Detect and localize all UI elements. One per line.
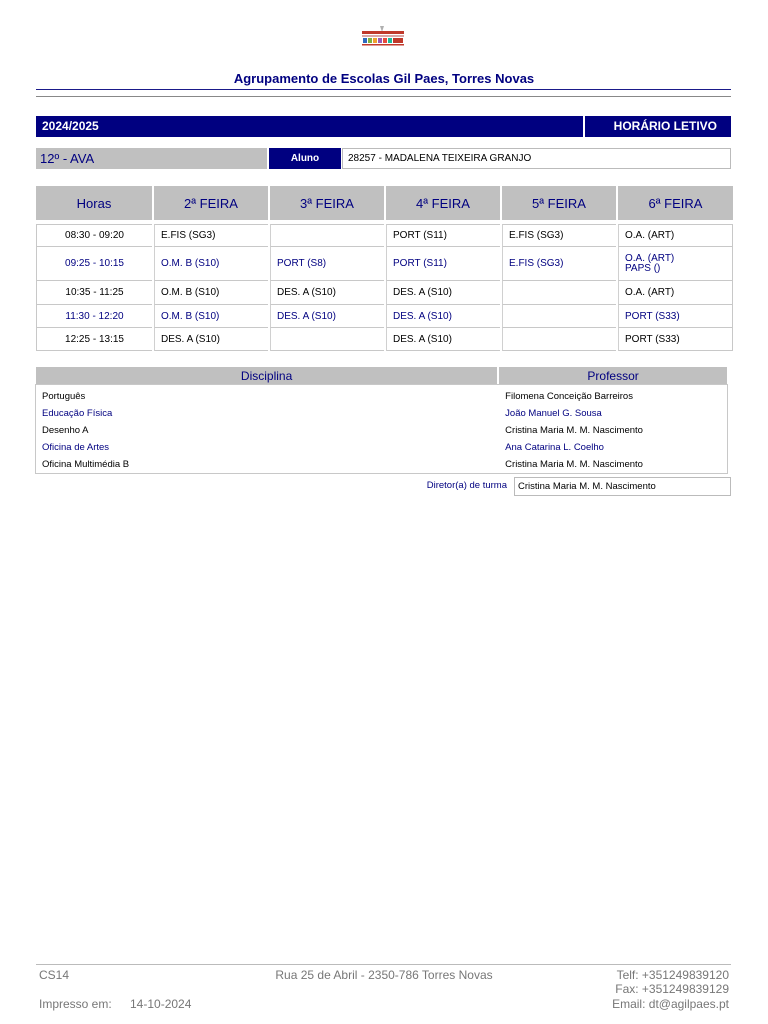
lesson-cell: E.FIS (SG3) <box>502 247 616 281</box>
lesson-cell: PORT (S33) <box>618 328 733 351</box>
lesson-cell: DES. A (S10) <box>386 281 500 305</box>
subject-name: Desenho A <box>42 425 89 436</box>
lesson-cell: O.A. (ART) <box>618 281 733 305</box>
teacher-name: Filomena Conceição Barreiros <box>505 391 633 402</box>
lesson-line: PAPS () <box>625 262 661 274</box>
school-logo <box>358 24 408 48</box>
lesson-cell: PORT (S8) <box>270 247 384 281</box>
footer-phone: Telf: +351249839120 <box>616 968 729 982</box>
lesson-cell: E.FIS (SG3) <box>154 224 268 247</box>
lesson-cell <box>270 224 384 247</box>
col-teacher: Professor <box>499 367 727 385</box>
timeslot: 11:30 - 12:20 <box>36 305 152 328</box>
lesson-cell: DES. A (S10) <box>270 305 384 328</box>
subject-row <box>36 405 727 422</box>
footer-code: CS14 <box>39 968 70 982</box>
schedule-type: HORÁRIO LETIVO <box>585 116 731 137</box>
col-hours: Horas <box>36 186 152 220</box>
lesson-cell <box>502 281 616 305</box>
footer-address: Rua 25 de Abril - 2350-786 Torres Novas <box>275 968 493 982</box>
school-year: 2024/2025 <box>36 116 583 137</box>
printed-label: Impresso em: <box>39 997 112 1011</box>
teacher-name: Cristina Maria M. M. Nascimento <box>505 425 643 436</box>
header-rule <box>36 89 731 90</box>
lesson-cell: PORT (S11) <box>386 247 500 281</box>
timetable-row <box>36 305 733 328</box>
subject-row <box>36 422 727 439</box>
timetable-row <box>36 224 733 247</box>
lesson-cell: O.A. (ART) <box>618 224 733 247</box>
timeslot: 10:35 - 11:25 <box>36 281 152 305</box>
subject-row <box>36 456 727 473</box>
subject-name: Português <box>42 391 86 402</box>
lesson-cell <box>270 328 384 351</box>
timeslot: 08:30 - 09:20 <box>36 224 152 247</box>
teacher-name: Ana Catarina L. Coelho <box>505 442 604 453</box>
timetable <box>34 186 735 351</box>
timetable-row <box>36 328 733 351</box>
subjects-table <box>34 367 729 473</box>
printed-date: 14-10-2024 <box>130 997 192 1011</box>
lesson-cell: DES. A (S10) <box>154 328 268 351</box>
subjects-header <box>36 367 727 385</box>
subject-name: Oficina de Artes <box>42 442 110 453</box>
timetable-header <box>36 186 733 220</box>
teacher-name: João Manuel G. Sousa <box>505 408 602 419</box>
lesson-line: O.A. (ART) <box>625 252 675 264</box>
subject-row <box>36 439 727 456</box>
timetable-row <box>36 281 733 305</box>
lesson-cell <box>502 305 616 328</box>
subject-row <box>36 388 727 405</box>
student-value: 28257 - MADALENA TEIXEIRA GRANJO <box>342 148 731 169</box>
col-wednesday: 4ª FEIRA <box>386 186 500 220</box>
lesson-cell: O.M. B (S10) <box>154 305 268 328</box>
col-monday: 2ª FEIRA <box>154 186 268 220</box>
footer-rule <box>36 964 731 965</box>
director-label: Diretor(a) de turma <box>426 480 507 491</box>
timetable-row <box>36 247 733 281</box>
col-tuesday: 3ª FEIRA <box>270 186 384 220</box>
school-name: Agrupamento de Escolas Gil Paes, Torres Novas <box>233 71 535 86</box>
director-value: Cristina Maria M. M. Nascimento <box>514 477 731 496</box>
col-thursday: 5ª FEIRA <box>502 186 616 220</box>
lesson-cell: PORT (S33) <box>618 305 733 328</box>
student-label: Aluno <box>269 148 341 169</box>
col-friday: 6ª FEIRA <box>618 186 733 220</box>
lesson-cell: DES. A (S10) <box>270 281 384 305</box>
lesson-cell: O.M. B (S10) <box>154 281 268 305</box>
lesson-cell: DES. A (S10) <box>386 328 500 351</box>
lesson-cell: E.FIS (SG3) <box>502 224 616 247</box>
lesson-cell <box>502 328 616 351</box>
timeslot: 09:25 - 10:15 <box>36 247 152 281</box>
lesson-cell: DES. A (S10) <box>386 305 500 328</box>
lesson-cell <box>618 247 733 281</box>
lesson-cell: PORT (S11) <box>386 224 500 247</box>
footer-email: Email: dt@agilpaes.pt <box>612 997 729 1011</box>
timeslot: 12:25 - 13:15 <box>36 328 152 351</box>
subject-name: Educação Física <box>42 408 113 419</box>
class-name: 12º - AVA <box>36 148 267 169</box>
teacher-name: Cristina Maria M. M. Nascimento <box>505 459 643 470</box>
footer-fax: Fax: +351249839129 <box>615 982 729 996</box>
header-rule-thin <box>36 96 731 97</box>
lesson-cell: O.M. B (S10) <box>154 247 268 281</box>
subject-name: Oficina Multimédia B <box>42 459 130 470</box>
col-subject: Disciplina <box>36 367 497 385</box>
